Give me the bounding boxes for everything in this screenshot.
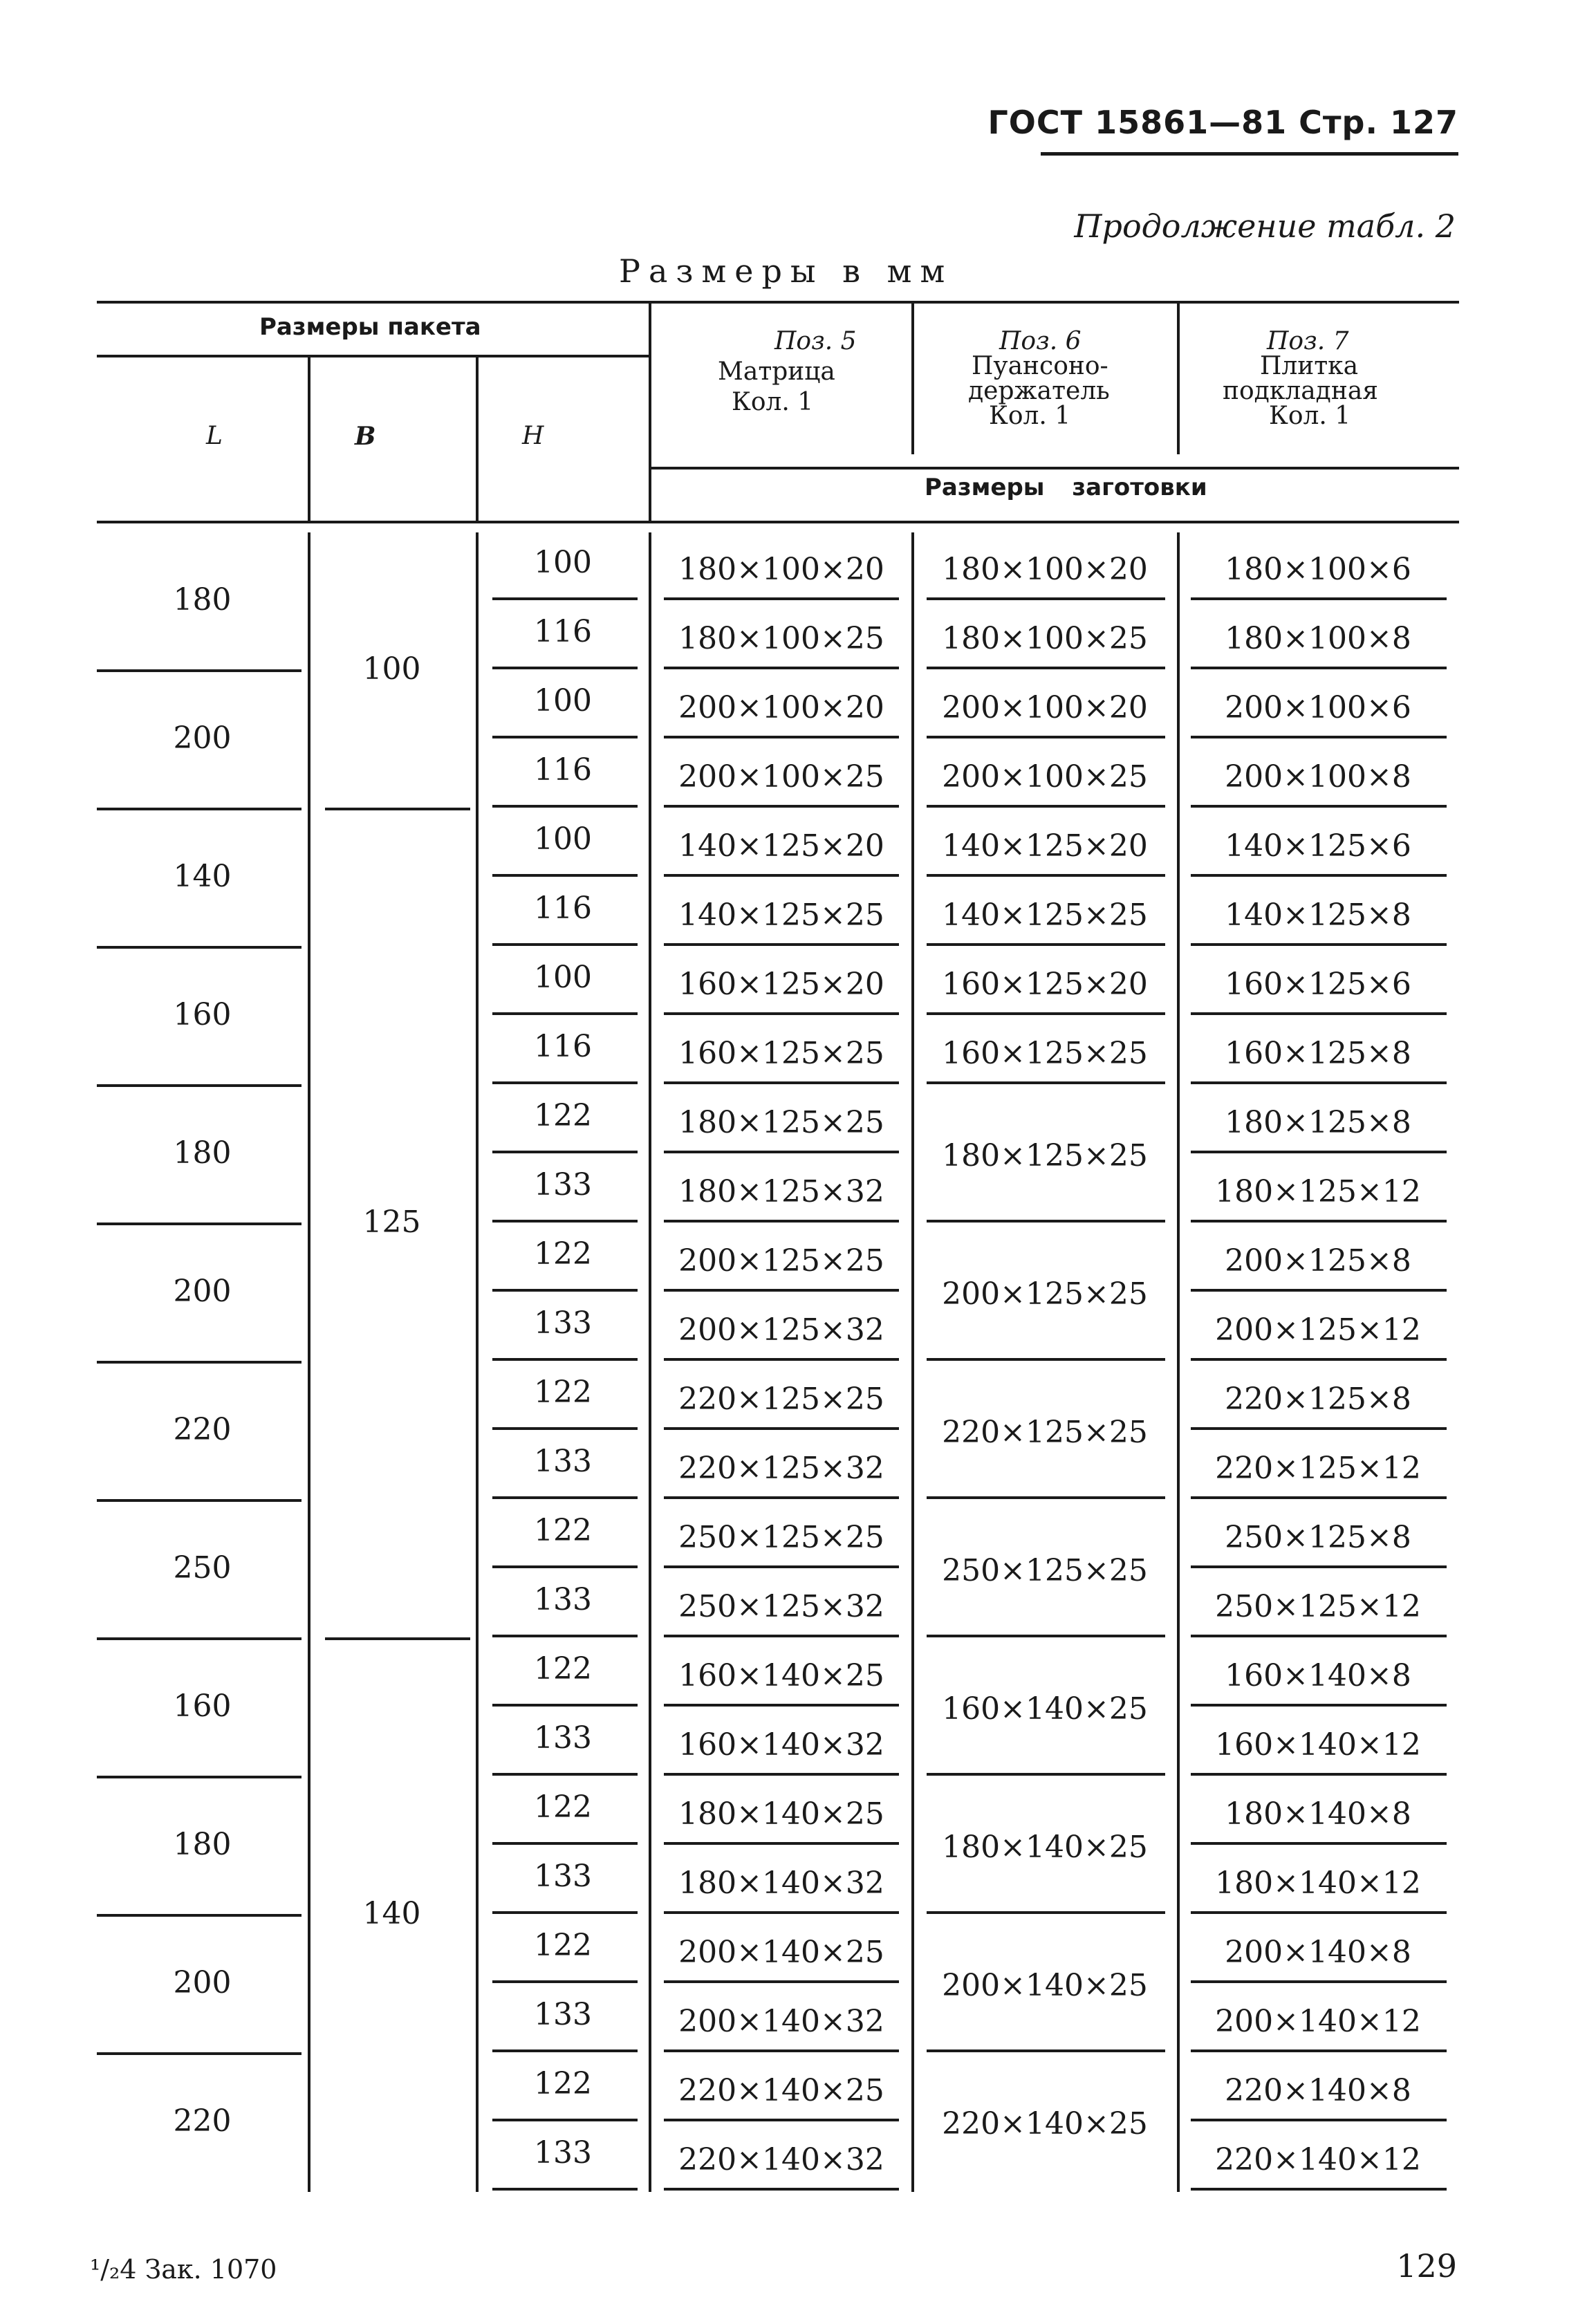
pos5-row-rule: [664, 1358, 899, 1361]
pos6-row-rule: [927, 597, 1165, 600]
pos6-value: 160×140×25: [942, 1691, 1148, 1727]
pos6-value: 200×125×25: [942, 1276, 1148, 1312]
L-group-rule: [97, 1223, 301, 1225]
H-row-rule: [492, 1773, 638, 1776]
units-label: Размеры в мм: [619, 252, 954, 290]
pos6-name-2: держатель: [968, 377, 1110, 405]
pos7-row-rule: [1191, 1911, 1447, 1914]
body-divider-L-B: [308, 532, 310, 2192]
L-value: 220: [173, 1412, 232, 1447]
pos7-row-rule: [1191, 1289, 1447, 1292]
pos5-value: 140×125×20: [678, 828, 884, 864]
pos7-row-rule: [1191, 1565, 1447, 1568]
pos6-row-rule: [927, 1635, 1165, 1637]
L-group-rule: [97, 946, 301, 949]
L-value: 250: [173, 1550, 232, 1586]
H-row-rule: [492, 736, 638, 738]
pos5-value: 200×140×25: [678, 1935, 884, 1970]
pos7-value: 220×125×12: [1215, 1451, 1421, 1486]
H-row-rule: [492, 1358, 638, 1361]
L-value: 200: [173, 1274, 232, 1309]
B-value: 140: [362, 1896, 421, 1931]
pos7-value: 180×100×6: [1225, 552, 1411, 587]
H-row-rule: [492, 2188, 638, 2191]
pos7-row-rule: [1191, 1704, 1447, 1707]
pos7-row-rule: [1191, 1012, 1447, 1015]
pos7-row-rule: [1191, 1773, 1447, 1776]
header-divider-1: [649, 301, 651, 521]
pos6-value: 160×125×20: [942, 967, 1148, 1002]
pos7-value: 180×140×12: [1215, 1866, 1421, 1901]
H-value: 133: [534, 2135, 592, 2170]
pos6-row-rule: [927, 874, 1165, 877]
H-row-rule: [492, 1289, 638, 1292]
pos5-row-rule: [664, 1635, 899, 1637]
pos7-row-rule: [1191, 1496, 1447, 1499]
continuation-label: Продолжение табл. 2: [1074, 207, 1456, 245]
pos6-value: 180×140×25: [942, 1830, 1148, 1865]
pos5-value: 160×140×25: [678, 1658, 884, 1693]
pos6-value: 180×125×25: [942, 1138, 1148, 1173]
pos7-value: 160×125×6: [1225, 967, 1411, 1002]
pos5-row-rule: [664, 805, 899, 808]
header-bottom-rule: [97, 521, 1459, 523]
pos7-value: 180×100×8: [1225, 621, 1411, 656]
pos7-row-rule: [1191, 1358, 1447, 1361]
pos6-value: 180×100×20: [942, 552, 1148, 587]
pos6-row-rule: [927, 1220, 1165, 1223]
pos7-row-rule: [1191, 667, 1447, 669]
footer-order: ¹/₂4 Зак. 1070: [90, 2254, 277, 2285]
pos5-value: 200×125×25: [678, 1243, 884, 1279]
pos7-row-rule: [1191, 1427, 1447, 1430]
pos5-value: 200×140×32: [678, 2004, 884, 2039]
header-rule-blanks: [650, 467, 1459, 470]
header-rule: [1041, 152, 1458, 156]
pos6-name-1: Пуансоно-: [972, 352, 1108, 380]
H-row-rule: [492, 1704, 638, 1707]
pos7-row-rule: [1191, 1842, 1447, 1845]
pos7-row-rule: [1191, 2188, 1447, 2191]
pos6-row-rule: [927, 736, 1165, 738]
group-header-package: Размеры пакета: [259, 313, 481, 341]
pos5-row-rule: [664, 1151, 899, 1153]
table-top-rule: [97, 301, 1459, 304]
pos5-value: 220×125×25: [678, 1382, 884, 1417]
L-group-rule: [97, 669, 301, 672]
pos7-value: 160×125×8: [1225, 1036, 1411, 1071]
H-row-rule: [492, 1496, 638, 1499]
pos7-value: 250×125×12: [1215, 1589, 1421, 1624]
pos5-value: 250×125×32: [678, 1589, 884, 1624]
pos7-row-rule: [1191, 2049, 1447, 2052]
B-group-rule: [325, 808, 470, 810]
pos5-value: 220×140×25: [678, 2073, 884, 2108]
pos5-value: 220×140×32: [678, 2142, 884, 2177]
header-divider-3: [1177, 301, 1180, 454]
L-group-rule: [97, 1499, 301, 1502]
pos6-number: Поз. 6: [999, 327, 1082, 355]
pos5-value: 200×100×20: [678, 690, 884, 725]
pos7-value: 200×125×12: [1215, 1312, 1421, 1348]
pos6-row-rule: [927, 1773, 1165, 1776]
header-rule-package: [97, 355, 650, 357]
H-row-rule: [492, 2119, 638, 2121]
pos6-value: 180×100×25: [942, 621, 1148, 656]
pos5-row-rule: [664, 943, 899, 946]
col-header-L: L: [206, 422, 223, 450]
H-value: 116: [534, 891, 592, 926]
pos5-number: Поз. 5: [774, 327, 857, 355]
pos5-value: 250×125×25: [678, 1520, 884, 1555]
pos5-value: 180×140×25: [678, 1796, 884, 1832]
pos7-qty: Кол. 1: [1269, 402, 1351, 430]
pos7-row-rule: [1191, 1635, 1447, 1637]
H-value: 122: [534, 1236, 592, 1272]
H-value: 100: [534, 545, 592, 580]
pos7-name-1: Плитка: [1260, 352, 1359, 380]
pos6-value: 200×100×20: [942, 690, 1148, 725]
H-row-rule: [492, 1220, 638, 1223]
H-row-rule: [492, 805, 638, 808]
pos5-row-rule: [664, 1980, 899, 1983]
pos5-row-rule: [664, 736, 899, 738]
L-value: 140: [173, 859, 232, 894]
H-value: 133: [534, 1305, 592, 1341]
pos5-row-rule: [664, 1081, 899, 1084]
pos5-row-rule: [664, 2119, 899, 2121]
header-divider-2: [911, 301, 914, 454]
pos6-value: 140×125×25: [942, 898, 1148, 933]
pos7-value: 200×100×8: [1225, 759, 1411, 794]
pos5-row-rule: [664, 1012, 899, 1015]
pos7-value: 200×140×8: [1225, 1935, 1411, 1970]
pos5-value: 180×125×25: [678, 1105, 884, 1140]
pos7-value: 220×140×8: [1225, 2073, 1411, 2108]
page-header: ГОСТ 15861—81 Стр. 127: [987, 104, 1458, 141]
L-value: 180: [173, 582, 232, 617]
dimensions-table: [97, 301, 1459, 2182]
H-value: 100: [534, 683, 592, 718]
L-value: 180: [173, 1827, 232, 1862]
pos7-value: 140×125×6: [1225, 828, 1411, 864]
pos7-row-rule: [1191, 943, 1447, 946]
L-group-rule: [97, 1084, 301, 1087]
H-row-rule: [492, 1427, 638, 1430]
pos5-value: 180×100×25: [678, 621, 884, 656]
H-value: 122: [534, 1513, 592, 1548]
H-value: 133: [534, 1167, 592, 1202]
H-row-rule: [492, 1911, 638, 1914]
pos5-value: 180×125×32: [678, 1174, 884, 1209]
L-value: 180: [173, 1135, 232, 1171]
pos7-value: 140×125×8: [1225, 898, 1411, 933]
pos6-value: 140×125×20: [942, 828, 1148, 864]
pos7-row-rule: [1191, 1980, 1447, 1983]
pos7-value: 160×140×12: [1215, 1727, 1421, 1763]
pos7-row-rule: [1191, 1220, 1447, 1223]
pos6-row-rule: [927, 943, 1165, 946]
pos5-row-rule: [664, 1773, 899, 1776]
H-row-rule: [492, 2049, 638, 2052]
pos5-qty: Кол. 1: [732, 388, 814, 416]
L-group-rule: [97, 808, 301, 810]
header-divider-B-H: [476, 355, 479, 521]
H-value: 122: [534, 1928, 592, 1963]
L-value: 160: [173, 1689, 232, 1724]
H-row-rule: [492, 1081, 638, 1084]
pos6-row-rule: [927, 2049, 1165, 2052]
pos5-row-rule: [664, 1842, 899, 1845]
pos5-value: 160×125×20: [678, 967, 884, 1002]
pos5-row-rule: [664, 2188, 899, 2191]
col-header-H: H: [522, 422, 544, 450]
pos6-qty: Кол. 1: [989, 402, 1071, 430]
L-value: 220: [173, 2103, 232, 2139]
pos7-row-rule: [1191, 1081, 1447, 1084]
L-group-rule: [97, 1914, 301, 1917]
H-value: 116: [534, 752, 592, 788]
pos7-row-rule: [1191, 874, 1447, 877]
pos6-row-rule: [927, 667, 1165, 669]
pos5-value: 220×125×32: [678, 1451, 884, 1486]
pos6-row-rule: [927, 805, 1165, 808]
H-value: 116: [534, 614, 592, 649]
col-header-B: B: [355, 422, 376, 451]
pos6-value: 200×100×25: [942, 759, 1148, 794]
pos5-value: 200×125×32: [678, 1312, 884, 1348]
pos5-row-rule: [664, 1911, 899, 1914]
pos5-row-rule: [664, 667, 899, 669]
H-row-rule: [492, 1842, 638, 1845]
H-value: 100: [534, 821, 592, 857]
L-group-rule: [97, 1361, 301, 1364]
H-value: 133: [534, 1582, 592, 1617]
L-group-rule: [97, 2052, 301, 2055]
pos7-row-rule: [1191, 1151, 1447, 1153]
pos7-number: Поз. 7: [1267, 327, 1349, 355]
pos7-row-rule: [1191, 597, 1447, 600]
header-divider-L-B: [308, 355, 310, 521]
pos5-value: 140×125×25: [678, 898, 884, 933]
H-value: 122: [534, 1790, 592, 1825]
pos7-value: 220×125×8: [1225, 1382, 1411, 1417]
L-value: 200: [173, 1965, 232, 2000]
H-value: 133: [534, 1720, 592, 1756]
L-group-rule: [97, 1776, 301, 1778]
pos5-value: 180×100×20: [678, 552, 884, 587]
pos6-value: 160×125×25: [942, 1036, 1148, 1071]
pos5-row-rule: [664, 1565, 899, 1568]
H-row-rule: [492, 943, 638, 946]
pos5-row-rule: [664, 1427, 899, 1430]
H-value: 133: [534, 1859, 592, 1894]
H-value: 133: [534, 1997, 592, 2032]
H-value: 122: [534, 1098, 592, 1133]
pos7-value: 220×140×12: [1215, 2142, 1421, 2177]
pos5-row-rule: [664, 2049, 899, 2052]
blanks-header: Размеры заготовки: [925, 474, 1207, 501]
L-value: 200: [173, 721, 232, 756]
pos5-row-rule: [664, 597, 899, 600]
B-group-rule: [325, 1637, 470, 1640]
pos7-row-rule: [1191, 805, 1447, 808]
pos6-value: 220×125×25: [942, 1415, 1148, 1450]
pos7-value: 200×125×8: [1225, 1243, 1411, 1279]
H-value: 122: [534, 2066, 592, 2101]
pos6-value: 220×140×25: [942, 2106, 1148, 2141]
H-row-rule: [492, 874, 638, 877]
pos6-row-rule: [927, 1911, 1165, 1914]
pos5-row-rule: [664, 1496, 899, 1499]
H-value: 100: [534, 960, 592, 995]
L-group-rule: [97, 1637, 301, 1640]
pos5-name: Матрица: [718, 357, 835, 386]
pos6-value: 200×140×25: [942, 1968, 1148, 2003]
H-value: 122: [534, 1651, 592, 1686]
H-row-rule: [492, 667, 638, 669]
pos7-value: 160×140×8: [1225, 1658, 1411, 1693]
H-value: 116: [534, 1029, 592, 1064]
pos5-row-rule: [664, 874, 899, 877]
H-value: 133: [534, 1444, 592, 1479]
pos7-value: 180×125×8: [1225, 1105, 1411, 1140]
pos5-value: 160×140×32: [678, 1727, 884, 1763]
pos5-value: 160×125×25: [678, 1036, 884, 1071]
pos6-row-rule: [927, 1012, 1165, 1015]
B-value: 125: [362, 1205, 421, 1240]
pos7-value: 200×140×12: [1215, 2004, 1421, 2039]
pos6-row-rule: [927, 1496, 1165, 1499]
H-value: 122: [534, 1375, 592, 1410]
pos7-value: 180×125×12: [1215, 1174, 1421, 1209]
pos7-value: 180×140×8: [1225, 1796, 1411, 1832]
pos7-row-rule: [1191, 736, 1447, 738]
pos7-name-2: подкладная: [1223, 377, 1378, 405]
B-value: 100: [362, 651, 421, 687]
pos7-value: 200×100×6: [1225, 690, 1411, 725]
H-row-rule: [492, 1012, 638, 1015]
H-row-rule: [492, 1980, 638, 1983]
pos5-value: 200×100×25: [678, 759, 884, 794]
pos7-row-rule: [1191, 2119, 1447, 2121]
H-row-rule: [492, 1635, 638, 1637]
H-row-rule: [492, 1565, 638, 1568]
H-row-rule: [492, 597, 638, 600]
pos5-row-rule: [664, 1220, 899, 1223]
page-number: 129: [1396, 2247, 1457, 2285]
pos7-value: 250×125×8: [1225, 1520, 1411, 1555]
pos5-row-rule: [664, 1704, 899, 1707]
pos5-value: 180×140×32: [678, 1866, 884, 1901]
L-value: 160: [173, 997, 232, 1032]
pos5-row-rule: [664, 1289, 899, 1292]
H-row-rule: [492, 1151, 638, 1153]
pos6-value: 250×125×25: [942, 1553, 1148, 1588]
pos6-row-rule: [927, 1081, 1165, 1084]
pos6-row-rule: [927, 1358, 1165, 1361]
